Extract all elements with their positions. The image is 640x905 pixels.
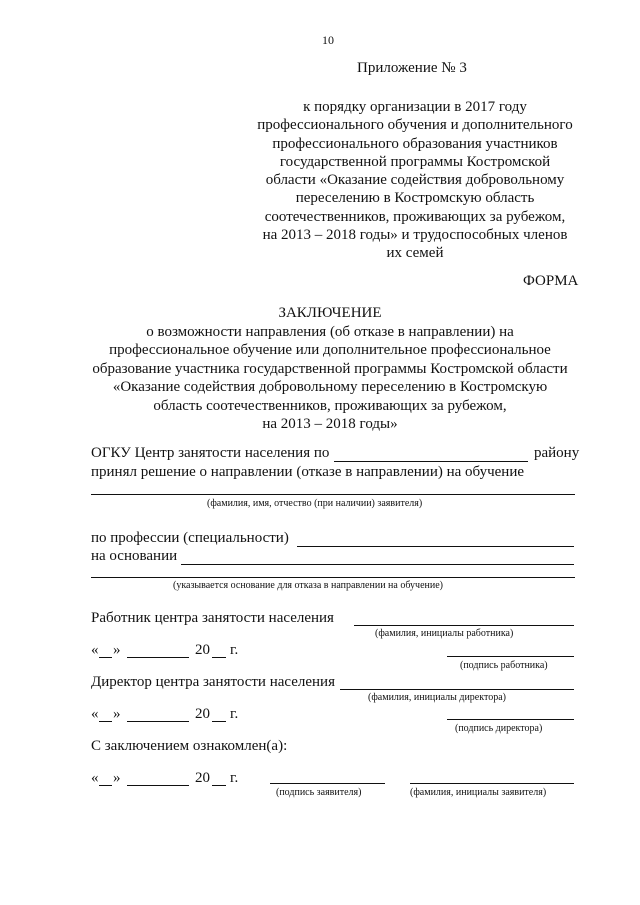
date-month-line[interactable] [127,785,189,786]
profession-input-line[interactable] [297,546,574,547]
page-number: 10 [322,33,334,47]
date-quote-close: » [113,770,121,786]
caption-applicant-initials: (фамилия, инициалы заявителя) [410,787,547,798]
conclusion-line: о возможности направления (об отказе в направлении) на [146,323,514,340]
caption-refusal-basis: (указывается основание для отказа в направлении на обучение) [173,580,443,591]
basis-input-line[interactable] [181,564,574,565]
worker-initials-line[interactable] [354,625,574,626]
worker-signature-line[interactable] [447,656,574,657]
conclusion-line: профессиональное обучение или дополнительное профессиональное [109,342,551,358]
date-year: 20 [195,770,210,786]
date-year: 20 [195,706,210,722]
appendix-line: профессионального образования участников [272,135,558,152]
date-year: 20 [195,642,210,658]
appendix-line: области «Оказание содействия добровольному [265,172,565,189]
date-quote-close: » [113,706,121,722]
applicant-initials-line[interactable] [410,783,574,784]
date-year-line[interactable] [212,657,226,658]
date-day-line[interactable] [99,721,112,722]
decision-line: принял решение о направлении (отказе в направлении) на обучение [91,464,525,480]
director-initials-line[interactable] [340,689,574,690]
caption-director-initials: (фамилия, инициалы директора) [368,692,506,703]
appendix-line: соотечественников, проживающих за рубежом, [264,208,566,225]
date-quote-open: « [91,642,99,658]
director-signature-line[interactable] [447,719,574,720]
worker-label: Работник центра занятости населения [91,610,334,626]
date-g: г. [230,770,239,786]
date-quote-open: « [91,706,99,722]
caption-applicant-fio: (фамилия, имя, отчество (при наличии) заявителя) [207,498,423,509]
appendix-line: их семей [386,245,444,262]
date-quote-close: » [113,642,121,658]
director-label: Директор центра занятости населения [91,674,335,690]
basis-label: на основании [91,548,178,564]
appendix-line: профессионального обучения и дополнительного [257,117,573,134]
applicant-fio-line[interactable] [91,494,575,495]
date-g: г. [230,706,239,722]
caption-worker-signature: (подпись работника) [460,660,548,671]
date-year-line[interactable] [212,785,226,786]
conclusion-title: ЗАКЛЮЧЕНИЕ [278,305,382,321]
date-month-line[interactable] [127,721,189,722]
conclusion-line: на 2013 – 2018 годы» [262,416,398,432]
profession-label: по профессии (специальности) [91,530,289,546]
appendix-title: Приложение № 3 [357,60,467,76]
appendix-line: государственной программы Костромской [279,153,551,170]
form-label: ФОРМА [523,273,579,289]
refusal-basis-line[interactable] [91,577,575,578]
applicant-signature-line[interactable] [270,783,385,784]
appendix-line: к порядку организации в 2017 году [303,99,527,115]
date-day-line[interactable] [99,657,112,658]
acquainted-label: С заключением ознакомлен(а): [91,738,288,754]
date-month-line[interactable] [127,657,189,658]
date-day-line[interactable] [99,785,112,786]
district-suffix: району [534,445,580,461]
conclusion-block [60,304,600,434]
caption-worker-initials: (фамилия, инициалы работника) [375,628,514,639]
district-input-line[interactable] [334,461,528,462]
caption-applicant-signature: (подпись заявителя) [276,787,362,798]
conclusion-line: область соотечественников, проживающих за рубежом, [153,397,507,414]
appendix-subtitle [240,98,590,263]
date-g: г. [230,642,239,658]
date-quote-open: « [91,770,99,786]
appendix-line: переселению в Костромскую область [295,190,535,207]
ogku-label: ОГКУ Центр занятости населения по [91,445,330,461]
date-year-line[interactable] [212,721,226,722]
appendix-line: на 2013 – 2018 годы» и трудоспособных членов [262,227,568,244]
conclusion-line: образование участника государственной программы Костромской области [92,360,568,377]
caption-director-signature: (подпись директора) [455,723,543,734]
conclusion-line: «Оказание содействия добровольному переселению в Костромскую [112,379,548,395]
